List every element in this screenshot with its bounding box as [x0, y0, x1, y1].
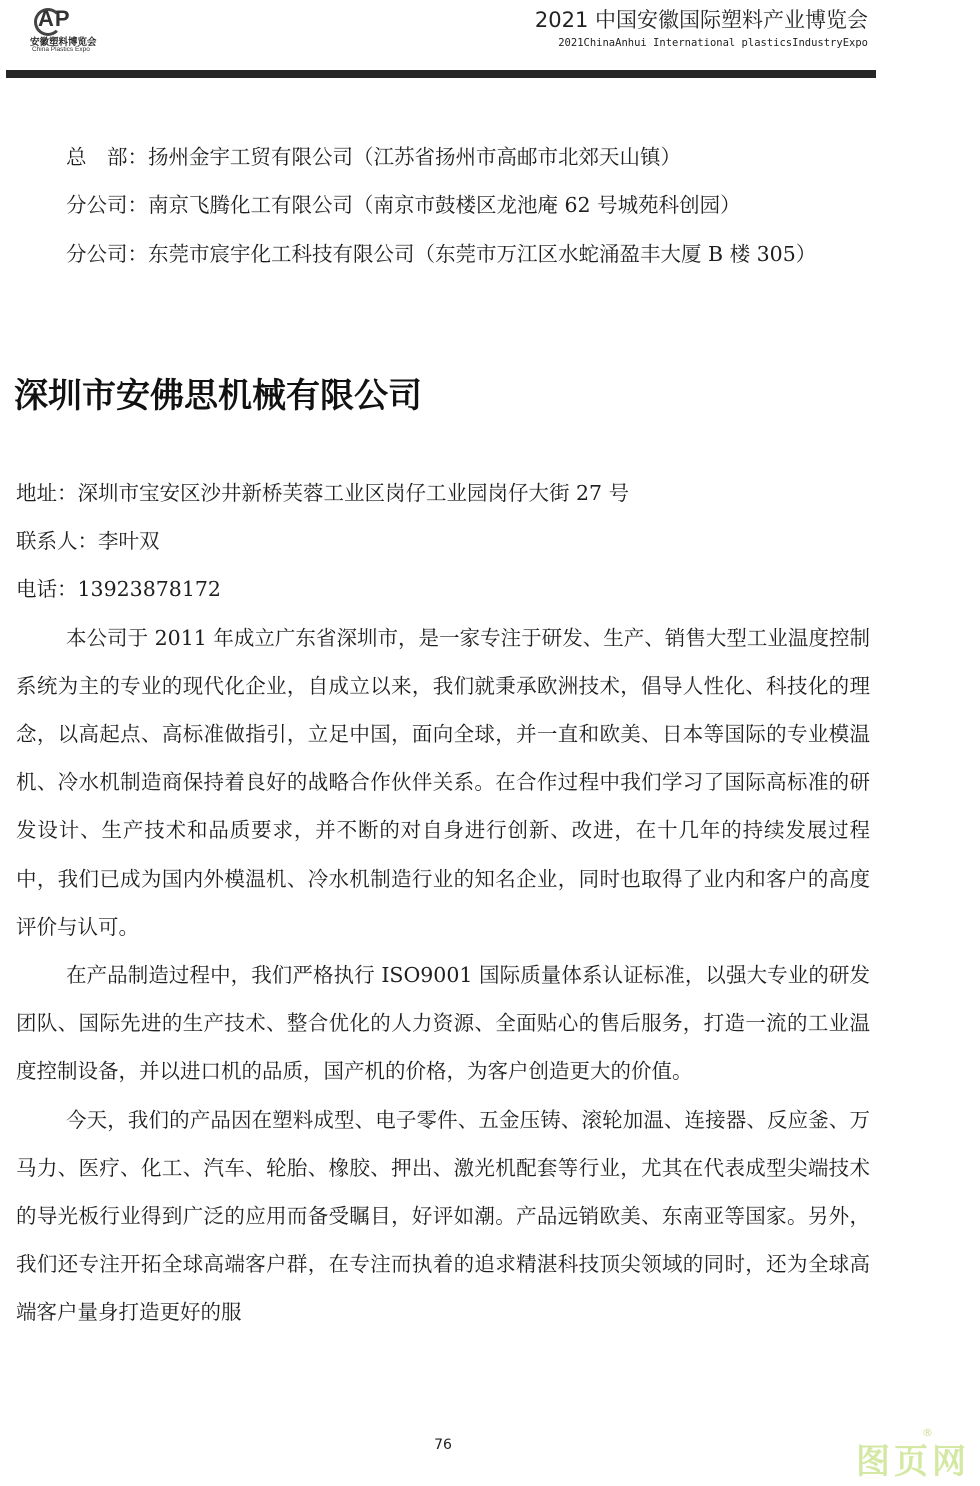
logo-mark: AP	[38, 6, 71, 31]
profile-paragraph: 今天，我们的产品因在塑料成型、电子零件、五金压铸、滚轮加温、连接器、反应釜、万马力、医疗、化工、汽车、轮胎、橡胶、押出、激光机配套等行业，尤其在代表成型尖端技术的导光板行业得到广泛的应用而备受瞩目，好评如潮。产品远销欧美、东南亚等国家。另外，我们还专注开拓全球高端客户群，在专注而执着的追求精湛科技顶尖领域的同时，还为全球高端客户量身打造更好的服	[16, 1107, 870, 1325]
company-phone: 电话：13923878172	[16, 577, 221, 602]
profile-paragraph: 本公司于 2011 年成立广东省深圳市，是一家专注于研发、生产、销售大型工业温度控制系统为主的专业的现代化企业，自成立以来，我们就秉承欧洲技术，倡导人性化、科技化的理念，以高起点、高标准做指引，立足中国，面向全球，并一直和欧美、日本等国际的专业模温机、冷水机制造商保持着良好的战略合作伙伴关系。在合作过程中我们学习了国际高标准的研发设计、生产技术和品质要求，并不断的对自身进行创新、改进，在十几年的持续发展过程中，我们已成为国内外模温机、冷水机制造行业的知名企业，同时也取得了业内和客户的高度评价与认可。	[16, 625, 870, 939]
header-title-english: 2021ChinaAnhui International plasticsIndustryExpo	[558, 37, 868, 49]
page-number: 76	[434, 1437, 452, 1453]
branch-dongguan: 分公司：东莞市宸宇化工科技有限公司（东莞市万江区水蛇涌盈丰大厦 B 楼 305）	[66, 241, 817, 266]
expo-logo	[30, 6, 110, 54]
site-watermark	[856, 1426, 970, 1482]
profile-paragraph: 在产品制造过程中，我们严格执行 ISO9001 国际质量体系认证标准，以强大专业的研发团队、国际先进的生产技术、整合优化的人力资源、全面贴心的售后服务，打造一流的工业温度控制设备，并以进口机的品质，国产机的价格，为客户创造更大的价值。	[16, 963, 870, 1084]
branch-headquarters: 总 部：扬州金宇工贸有限公司（江苏省扬州市高邮市北郊天山镇）	[66, 145, 681, 169]
logo-chinese-text: 安徽塑料博览会	[30, 37, 97, 48]
header-title-chinese: 2021 中国安徽国际塑料产业博览会	[534, 8, 868, 32]
logo-english-text: China Plastics Expo	[32, 46, 90, 53]
company-address: 地址：深圳市宝安区沙井新桥芙蓉工业区岗仔工业园岗仔大街 27 号	[16, 481, 630, 505]
branch-list	[16, 133, 870, 278]
company-profile	[16, 469, 870, 1337]
header-divider	[6, 70, 876, 78]
watermark-text: 图页网	[856, 1442, 970, 1482]
company-contact: 联系人：李叶双	[16, 529, 160, 554]
branch-nanjing: 分公司：南京飞腾化工有限公司（南京市鼓楼区龙池庵 62 号城苑科创园）	[66, 193, 741, 218]
registered-mark-icon: ®	[922, 1426, 933, 1439]
company-title: 深圳市安佛思机械有限公司	[14, 376, 422, 416]
